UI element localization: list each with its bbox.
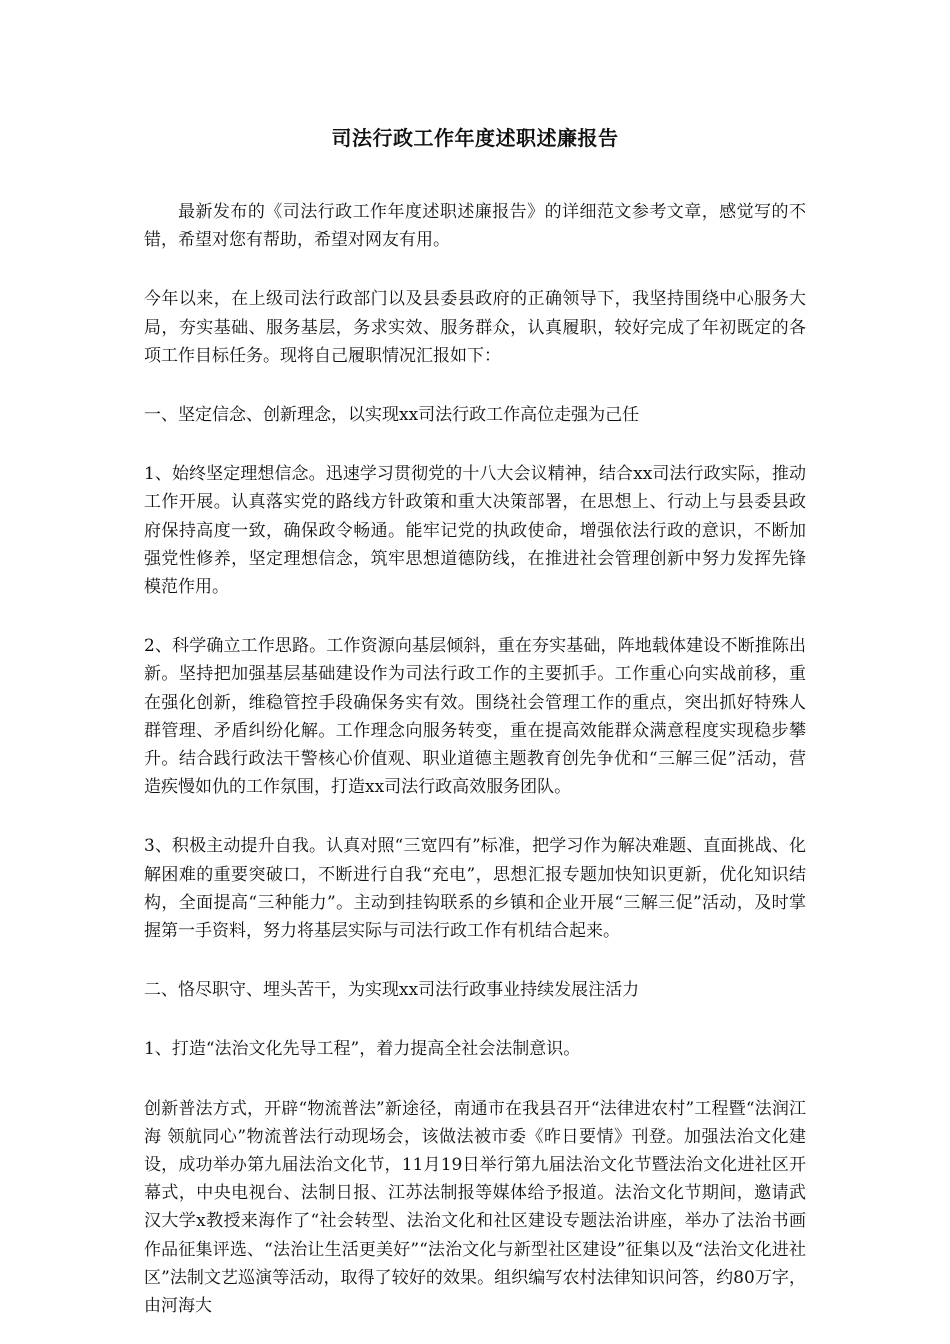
body-paragraph: 3、积极主动提升自我。认真对照“三宽四有”标准，把学习作为解决难题、直面挑战、化解困难的重要突破口，不断进行自我“充电”，思想汇报专题加快知识更新，优化知识结构，全面提高“三种能力”。主动到挂钩联系的乡镇和企业开展“三解三促”活动，及时掌握第一手资料，努力将基层实际与司法行政工作有机结合起来。: [144, 836, 806, 942]
intro-paragraph: 最新发布的《司法行政工作年度述职述廉报告》的详细范文参考文章，感觉写的不错，希望对您有帮助，希望对网友有用。: [144, 202, 806, 251]
body-paragraph: 创新普法方式，开辟“物流普法”新途径，南通市在我县召开“法律进农村”工程暨“法润江海 领航同心”物流普法行动现场会，该做法被市委《昨日要情》刊登。加强法治文化建设，成功举办第九届法治文化节，11月19日举行第九届法治文化节暨法治文化进社区开幕式，中央电视台、法制日报、江苏法制报等媒体给予报道。法治文化节期间，邀请武汉大学x教授来海作了“社会转型、法治文化和社区建设专题法治讲座，举办了法治书画作品征集评选、“法治让生活更美好”“法治文化与新型社区建设”征集以及“法治文化进社区”法制文艺巡演等活动，取得了较好的效果。组织编写农村法律知识问答，约80万字，由河海大: [144, 1098, 806, 1317]
section-heading: 二、恪尽职守、埋头苦干，为实现xx司法行政事业持续发展注活力: [144, 980, 640, 1001]
document-title: 司法行政工作年度述职述廉报告: [331, 126, 619, 150]
document-body: [144, 198, 806, 1320]
body-paragraph: 2、科学确立工作思路。工作资源向基层倾斜，重在夯实基础，阵地载体建设不断推陈出新。坚持把加强基层基础建设作为司法行政工作的主要抓手。工作重心向实战前移，重在强化创新，维稳管控手段确保务实有效。围绕社会管理工作的重点，突出抓好特殊人群管理、矛盾纠纷化解。工作理念向服务转变，重在提高效能群众满意程度实现稳步攀升。结合践行政法干警核心价值观、职业道德主题教育创先争优和“三解三促”活动，营造疾慢如仇的工作氛围，打造xx司法行政高效服务团队。: [144, 636, 806, 798]
body-paragraph: 1、始终坚定理想信念。迅速学习贯彻党的十八大会议精神，结合xx司法行政实际，推动工作开展。认真落实党的路线方针政策和重大决策部署，在思想上、行动上与县委县政府保持高度一致，确保政令畅通。能牢记党的执政使命，增强依法行政的意识，不断加强党性修养，坚定理想信念，筑牢思想道德防线，在推进社会管理创新中努力发挥先锋模范作用。: [144, 464, 806, 598]
section-heading: 一、坚定信念、创新理念，以实现xx司法行政工作高位走强为己任: [144, 405, 640, 426]
body-paragraph: 今年以来，在上级司法行政部门以及县委县政府的正确领导下，我坚持围绕中心服务大局，夯实基础、服务基层，务求实效、服务群众，认真履职，较好完成了年初既定的各项工作目标任务。现将自己履职情况汇报如下：: [144, 289, 806, 366]
subsection-heading: 1、打造“法治文化先导工程”，着力提高全社会法制意识。: [144, 1039, 581, 1060]
